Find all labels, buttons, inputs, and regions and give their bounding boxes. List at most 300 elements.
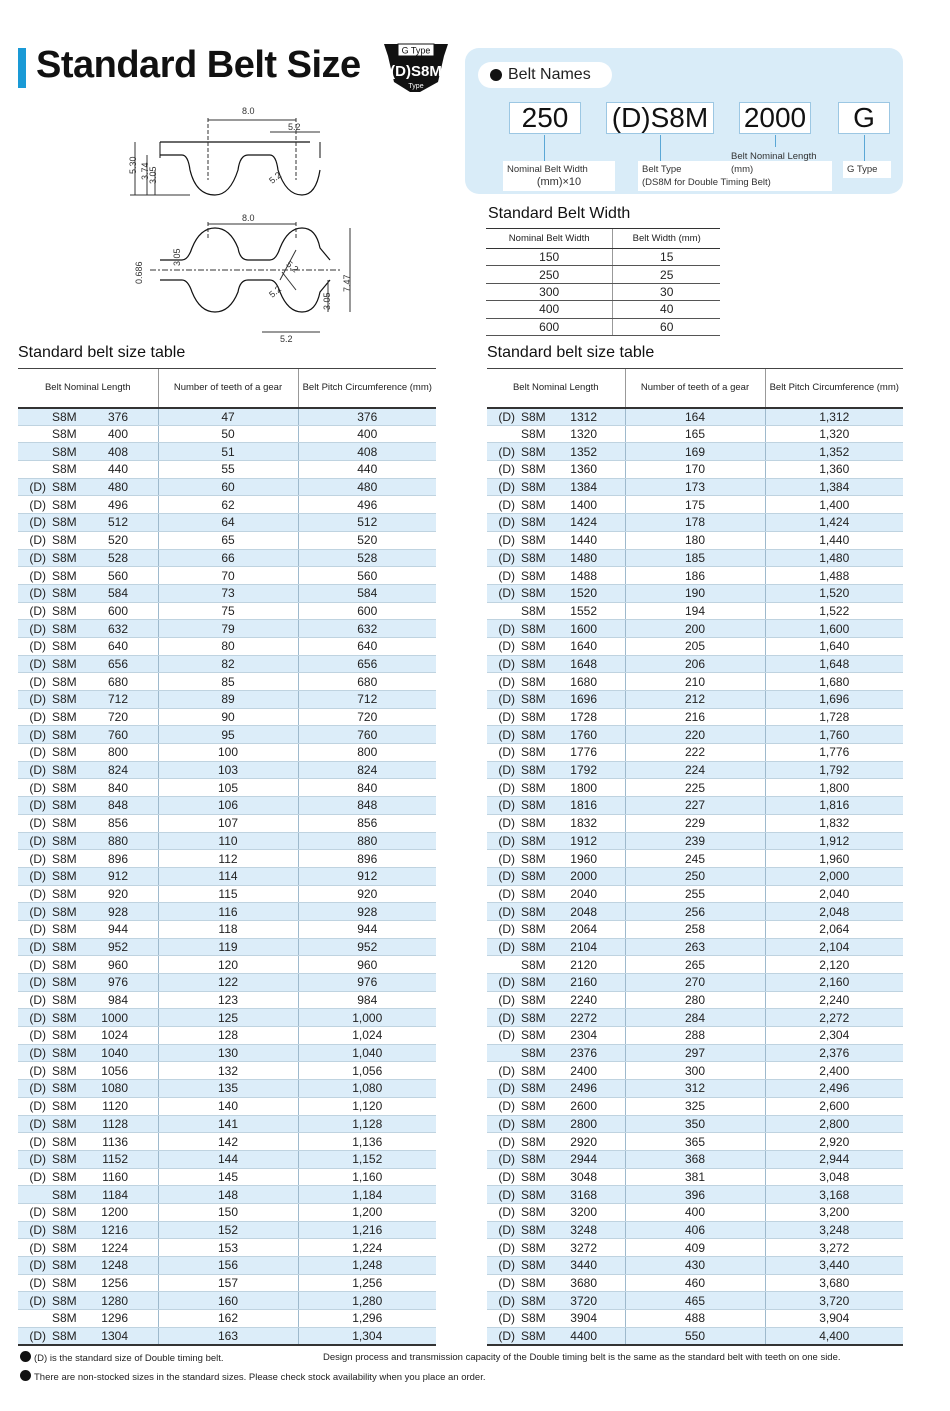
table-row (18, 1310, 436, 1328)
teeth-count-cell: 118 (158, 920, 298, 938)
belt-length-cell (487, 761, 625, 779)
belt-length-cell (487, 850, 625, 868)
pitch-circumference-cell: 1,600 (765, 620, 903, 638)
teeth-count-cell: 122 (158, 974, 298, 992)
belt-type: S8M (521, 444, 546, 459)
belt-type: S8M (52, 1328, 77, 1343)
nominal-length: 2104 (570, 939, 597, 954)
code-width: 250 (509, 102, 581, 134)
table-row (18, 1274, 436, 1292)
double-mark: (D) (29, 1134, 46, 1149)
belt-length-cell (487, 1044, 625, 1062)
table-row (487, 1097, 903, 1115)
nominal-length: 928 (107, 904, 128, 919)
nominal-length: 1000 (101, 1010, 128, 1025)
nominal-length: 1080 (101, 1081, 128, 1096)
belt-length-cell (18, 1203, 158, 1221)
pitch-circumference-cell: 2,496 (765, 1080, 903, 1098)
belt-length-cell (487, 637, 625, 655)
belt-type: S8M (52, 745, 77, 760)
double-mark: (D) (498, 1152, 515, 1167)
teeth-count-cell: 222 (625, 744, 765, 762)
belt-length-cell (18, 744, 158, 762)
double-mark: (D) (498, 1205, 515, 1220)
belt-length-cell (487, 885, 625, 903)
belt-length-cell (487, 1027, 625, 1045)
teeth-count-cell: 169 (625, 443, 765, 461)
belt-length-cell (18, 425, 158, 443)
teeth-count-cell: 163 (158, 1327, 298, 1345)
double-mark: (D) (29, 1205, 46, 1220)
belt-type: S8M (521, 869, 546, 884)
belt-length-cell (487, 584, 625, 602)
double-mark: (D) (498, 480, 515, 495)
double-mark (18, 462, 52, 476)
pitch-circumference-cell: 1,000 (298, 1009, 436, 1027)
teeth-count-cell: 400 (625, 1203, 765, 1221)
double-mark: (D) (498, 904, 515, 919)
table-row (18, 1115, 436, 1133)
pitch-circumference-cell: 3,248 (765, 1221, 903, 1239)
belt-type: S8M (521, 922, 546, 937)
pitch-circumference-cell: 2,600 (765, 1097, 903, 1115)
teeth-count-cell: 140 (158, 1097, 298, 1115)
table-row (18, 514, 436, 532)
double-mark: (D) (498, 1063, 515, 1078)
belt-type: S8M (521, 1081, 546, 1096)
double-mark: (D) (498, 816, 515, 831)
table-row (18, 1221, 436, 1239)
table-row (18, 850, 436, 868)
teeth-count-cell: 65 (158, 531, 298, 549)
width-header-mm: Belt Width (mm) (613, 229, 720, 249)
teeth-count-cell: 239 (625, 832, 765, 850)
double-mark: (D) (29, 1240, 46, 1255)
belt-length-cell (18, 974, 158, 992)
nominal-length: 1056 (101, 1063, 128, 1078)
nominal-length: 944 (107, 922, 128, 937)
belt-type: S8M (52, 816, 77, 831)
double-mark: (D) (29, 1063, 46, 1078)
teeth-count-cell: 125 (158, 1009, 298, 1027)
double-mark: (D) (29, 957, 46, 972)
table-row (487, 567, 903, 585)
nominal-length: 1128 (102, 1116, 128, 1131)
double-mark: (D) (29, 497, 46, 512)
teeth-count-cell: 73 (158, 584, 298, 602)
table-row (487, 1274, 903, 1292)
double-mark: (D) (498, 1134, 515, 1149)
teeth-count-cell: 47 (158, 408, 298, 426)
dim-bottom-r1: 5.2 (284, 258, 301, 275)
leader-line (775, 135, 776, 147)
teeth-count-cell: 212 (625, 691, 765, 709)
width-cell: 600 (486, 318, 613, 335)
dim-top-h1: 3.74 (140, 162, 150, 180)
double-mark: (D) (29, 550, 46, 565)
table-row (18, 867, 436, 885)
belt-length-cell (18, 514, 158, 532)
belt-type: S8M (521, 462, 546, 477)
double-mark: (D) (29, 975, 46, 990)
belt-length-cell (487, 1080, 625, 1098)
table-row (487, 797, 903, 815)
double-mark: (D) (498, 763, 515, 778)
table-row (18, 1292, 436, 1310)
belt-type: S8M (52, 1311, 77, 1326)
belt-type: S8M (52, 533, 77, 548)
nominal-length: 3440 (570, 1258, 597, 1273)
pitch-circumference-cell: 1,160 (298, 1168, 436, 1186)
table-row (487, 584, 903, 602)
double-mark: (D) (29, 710, 46, 725)
double-mark: (D) (498, 1081, 515, 1096)
nominal-length: 480 (107, 480, 128, 495)
double-mark: (D) (498, 515, 515, 530)
table-row (18, 814, 436, 832)
nominal-length: 1360 (570, 462, 597, 477)
belt-type: S8M (52, 763, 77, 778)
pitch-circumference-cell: 920 (298, 885, 436, 903)
pitch-circumference-cell: 1,120 (298, 1097, 436, 1115)
double-mark: (D) (498, 1328, 515, 1343)
teeth-count-cell: 550 (625, 1327, 765, 1345)
pitch-circumference-cell: 2,120 (765, 956, 903, 974)
teeth-count-cell: 79 (158, 620, 298, 638)
table-row (487, 461, 903, 479)
belt-type: S8M (52, 621, 77, 636)
belt-length-cell (18, 584, 158, 602)
belt-type: S8M (52, 1169, 77, 1184)
belt-type: S8M (52, 1205, 77, 1220)
double-mark: (D) (498, 922, 515, 937)
double-mark: (D) (29, 763, 46, 778)
teeth-count-cell: 110 (158, 832, 298, 850)
belt-type: S8M (52, 1152, 77, 1167)
double-mark: (D) (29, 1099, 46, 1114)
nominal-length: 712 (107, 692, 128, 707)
table-row (18, 602, 436, 620)
teeth-count-cell: 150 (158, 1203, 298, 1221)
nominal-length: 1520 (570, 586, 597, 601)
nominal-length: 2048 (570, 904, 597, 919)
belt-type: S8M (52, 1187, 77, 1202)
belt-length-cell (18, 867, 158, 885)
double-mark: (D) (29, 1116, 46, 1131)
double-mark: (D) (29, 692, 46, 707)
teeth-count-cell: 178 (625, 514, 765, 532)
belt-length-cell (18, 1327, 158, 1345)
table-row (18, 1009, 436, 1027)
footnote-double (20, 1351, 224, 1364)
belt-length-cell (18, 938, 158, 956)
belt-length-cell (18, 708, 158, 726)
belt-length-cell (487, 1150, 625, 1168)
table-row (18, 443, 436, 461)
belt-type: S8M (521, 975, 546, 990)
belt-length-cell (487, 461, 625, 479)
table-row (18, 1027, 436, 1045)
pitch-circumference-cell: 1,424 (765, 514, 903, 532)
teeth-count-cell: 256 (625, 903, 765, 921)
teeth-count-cell: 396 (625, 1186, 765, 1204)
belt-type: S8M (52, 692, 77, 707)
table-row (486, 301, 720, 318)
nominal-length: 1424 (570, 515, 597, 530)
nominal-length: 896 (107, 851, 128, 866)
teeth-count-cell: 119 (158, 938, 298, 956)
belt-length-cell (18, 549, 158, 567)
dim-bottom-h2: 3.05 (322, 292, 332, 310)
table-row (18, 408, 436, 426)
size-table-right (487, 368, 903, 1346)
nominal-length: 1280 (101, 1293, 128, 1308)
belt-type: S8M (52, 568, 77, 583)
teeth-count-cell: 220 (625, 726, 765, 744)
belt-type: S8M (52, 550, 77, 565)
code-gtype: G (838, 102, 890, 134)
double-mark: (D) (498, 621, 515, 636)
width-cell: 15 (613, 249, 720, 266)
teeth-count-cell: 162 (158, 1310, 298, 1328)
table-row (487, 1168, 903, 1186)
belt-type: S8M (52, 922, 77, 937)
nominal-length: 1256 (101, 1276, 128, 1291)
teeth-count-cell: 381 (625, 1168, 765, 1186)
pitch-circumference-cell: 1,360 (765, 461, 903, 479)
belt-length-cell (18, 1027, 158, 1045)
nominal-length: 984 (107, 993, 128, 1008)
teeth-count-cell: 60 (158, 478, 298, 496)
table-row (487, 920, 903, 938)
nominal-length: 3272 (570, 1240, 597, 1255)
belt-type: S8M (521, 939, 546, 954)
nominal-length: 680 (107, 674, 128, 689)
teeth-count-cell: 206 (625, 655, 765, 673)
pitch-circumference-cell: 3,680 (765, 1274, 903, 1292)
double-mark: (D) (29, 886, 46, 901)
nominal-length: 1488 (570, 568, 597, 583)
belt-length-cell (487, 1292, 625, 1310)
teeth-count-cell: 170 (625, 461, 765, 479)
pitch-circumference-cell: 896 (298, 850, 436, 868)
table-row (18, 1062, 436, 1080)
teeth-count-cell: 185 (625, 549, 765, 567)
table-row (18, 974, 436, 992)
teeth-count-cell: 95 (158, 726, 298, 744)
caption-type-note: (DS8M for Double Timing Belt) (642, 177, 771, 188)
belt-length-cell (487, 974, 625, 992)
table-row (18, 691, 436, 709)
teeth-count-cell: 200 (625, 620, 765, 638)
pitch-circumference-cell: 1,960 (765, 850, 903, 868)
belt-type: S8M (52, 480, 77, 495)
teeth-count-cell: 245 (625, 850, 765, 868)
pitch-circumference-cell: 1,152 (298, 1150, 436, 1168)
pitch-circumference-cell: 496 (298, 496, 436, 514)
table-row (18, 726, 436, 744)
teeth-count-cell: 350 (625, 1115, 765, 1133)
belt-type: S8M (521, 886, 546, 901)
size-header-length: Belt Nominal Length (487, 369, 625, 408)
pitch-circumference-cell: 1,488 (765, 567, 903, 585)
nominal-length: 2120 (570, 957, 597, 972)
double-mark: (D) (498, 833, 515, 848)
belt-length-cell (487, 726, 625, 744)
belt-type: S8M (521, 1328, 546, 1343)
teeth-count-cell: 135 (158, 1080, 298, 1098)
pitch-circumference-cell: 2,048 (765, 903, 903, 921)
double-mark: (D) (29, 656, 46, 671)
nominal-length: 1800 (570, 780, 597, 795)
belt-length-cell (487, 832, 625, 850)
teeth-count-cell: 488 (625, 1310, 765, 1328)
table-row (18, 1080, 436, 1098)
double-mark: (D) (29, 639, 46, 654)
teeth-count-cell: 258 (625, 920, 765, 938)
pitch-circumference-cell: 680 (298, 673, 436, 691)
belt-length-cell (18, 1150, 158, 1168)
double-mark: (D) (29, 922, 46, 937)
nominal-length: 1352 (570, 444, 597, 459)
table-row (487, 514, 903, 532)
table-row (18, 673, 436, 691)
pitch-circumference-cell: 1,520 (765, 584, 903, 602)
caption-width (503, 161, 615, 191)
belt-length-cell (18, 761, 158, 779)
nominal-length: 1224 (101, 1240, 128, 1255)
table-row (18, 1133, 436, 1151)
pitch-circumference-cell: 1,320 (765, 425, 903, 443)
double-mark: (D) (498, 1010, 515, 1025)
pitch-circumference-cell: 2,944 (765, 1150, 903, 1168)
double-mark: (D) (498, 656, 515, 671)
teeth-count-cell: 100 (158, 744, 298, 762)
nominal-length: 1552 (570, 603, 597, 618)
belt-type: S8M (521, 1240, 546, 1255)
belt-length-cell (487, 1115, 625, 1133)
pitch-circumference-cell: 1,400 (765, 496, 903, 514)
nominal-length: 600 (107, 603, 128, 618)
pitch-circumference-cell: 520 (298, 531, 436, 549)
teeth-count-cell: 82 (158, 655, 298, 673)
belt-type: S8M (52, 586, 77, 601)
pitch-circumference-cell: 1,248 (298, 1257, 436, 1275)
teeth-count-cell: 325 (625, 1097, 765, 1115)
nominal-length: 1152 (102, 1152, 128, 1167)
teeth-count-cell: 224 (625, 761, 765, 779)
nominal-length: 1160 (102, 1169, 128, 1184)
nominal-length: 2240 (570, 993, 597, 1008)
table-row (487, 1044, 903, 1062)
table-row (18, 920, 436, 938)
dim-bottom-h1: 3.05 (172, 248, 182, 266)
teeth-count-cell: 75 (158, 602, 298, 620)
belt-length-cell (18, 1186, 158, 1204)
belt-length-cell (487, 1186, 625, 1204)
double-mark: (D) (498, 975, 515, 990)
table-row (487, 903, 903, 921)
belt-type: S8M (52, 886, 77, 901)
teeth-count-cell: 90 (158, 708, 298, 726)
size-table-title-left: Standard belt size table (18, 344, 186, 361)
table-row (486, 283, 720, 300)
belt-type: S8M (52, 674, 77, 689)
belt-length-cell (18, 1097, 158, 1115)
title-accent-bar (18, 48, 26, 88)
pitch-circumference-cell: 3,048 (765, 1168, 903, 1186)
table-row (487, 832, 903, 850)
table-row (18, 1203, 436, 1221)
table-row (487, 549, 903, 567)
belt-length-cell (487, 1203, 625, 1221)
pitch-circumference-cell: 1,776 (765, 744, 903, 762)
code-type: (D)S8M (606, 102, 714, 134)
pitch-circumference-cell: 4,400 (765, 1327, 903, 1345)
belt-type: S8M (52, 798, 77, 813)
table-row (18, 761, 436, 779)
belt-type: S8M (52, 1063, 77, 1078)
belt-length-cell (18, 655, 158, 673)
nominal-length: 2304 (570, 1028, 597, 1043)
pitch-circumference-cell: 2,160 (765, 974, 903, 992)
belt-length-cell (18, 567, 158, 585)
pitch-circumference-cell: 720 (298, 708, 436, 726)
pitch-circumference-cell: 632 (298, 620, 436, 638)
width-header-nominal: Nominal Belt Width (486, 229, 613, 249)
nominal-length: 1776 (570, 745, 597, 760)
table-row (487, 1239, 903, 1257)
belt-type: S8M (521, 656, 546, 671)
table-row (487, 1203, 903, 1221)
double-mark: (D) (29, 851, 46, 866)
teeth-count-cell: 142 (158, 1133, 298, 1151)
size-header-circumference: Belt Pitch Circumference (mm) (298, 369, 436, 408)
table-row (487, 1310, 903, 1328)
belt-length-cell (487, 797, 625, 815)
table-row (487, 991, 903, 1009)
table-row (18, 549, 436, 567)
teeth-count-cell: 152 (158, 1221, 298, 1239)
belt-type: S8M (521, 816, 546, 831)
belt-length-cell (18, 885, 158, 903)
double-mark: (D) (498, 1169, 515, 1184)
teeth-count-cell: 205 (625, 637, 765, 655)
belt-names-label: Belt Names (478, 62, 612, 88)
leader-line (544, 135, 545, 161)
belt-length-cell (18, 1239, 158, 1257)
double-mark: (D) (498, 780, 515, 795)
pitch-circumference-cell: 1,384 (765, 478, 903, 496)
dim-top-h2: 3.05 (148, 166, 158, 184)
belt-type: S8M (52, 957, 77, 972)
teeth-count-cell: 175 (625, 496, 765, 514)
belt-length-cell (18, 832, 158, 850)
page-title: Standard Belt Size (36, 44, 361, 86)
table-row (18, 903, 436, 921)
pitch-circumference-cell: 760 (298, 726, 436, 744)
belt-length-cell (18, 620, 158, 638)
double-mark: (D) (498, 444, 515, 459)
table-row (18, 708, 436, 726)
footnote-stock (20, 1370, 486, 1383)
teeth-count-cell: 216 (625, 708, 765, 726)
teeth-count-cell: 123 (158, 991, 298, 1009)
pitch-circumference-cell: 1,256 (298, 1274, 436, 1292)
nominal-length: 496 (107, 497, 128, 512)
table-row (18, 461, 436, 479)
nominal-length: 976 (107, 975, 128, 990)
